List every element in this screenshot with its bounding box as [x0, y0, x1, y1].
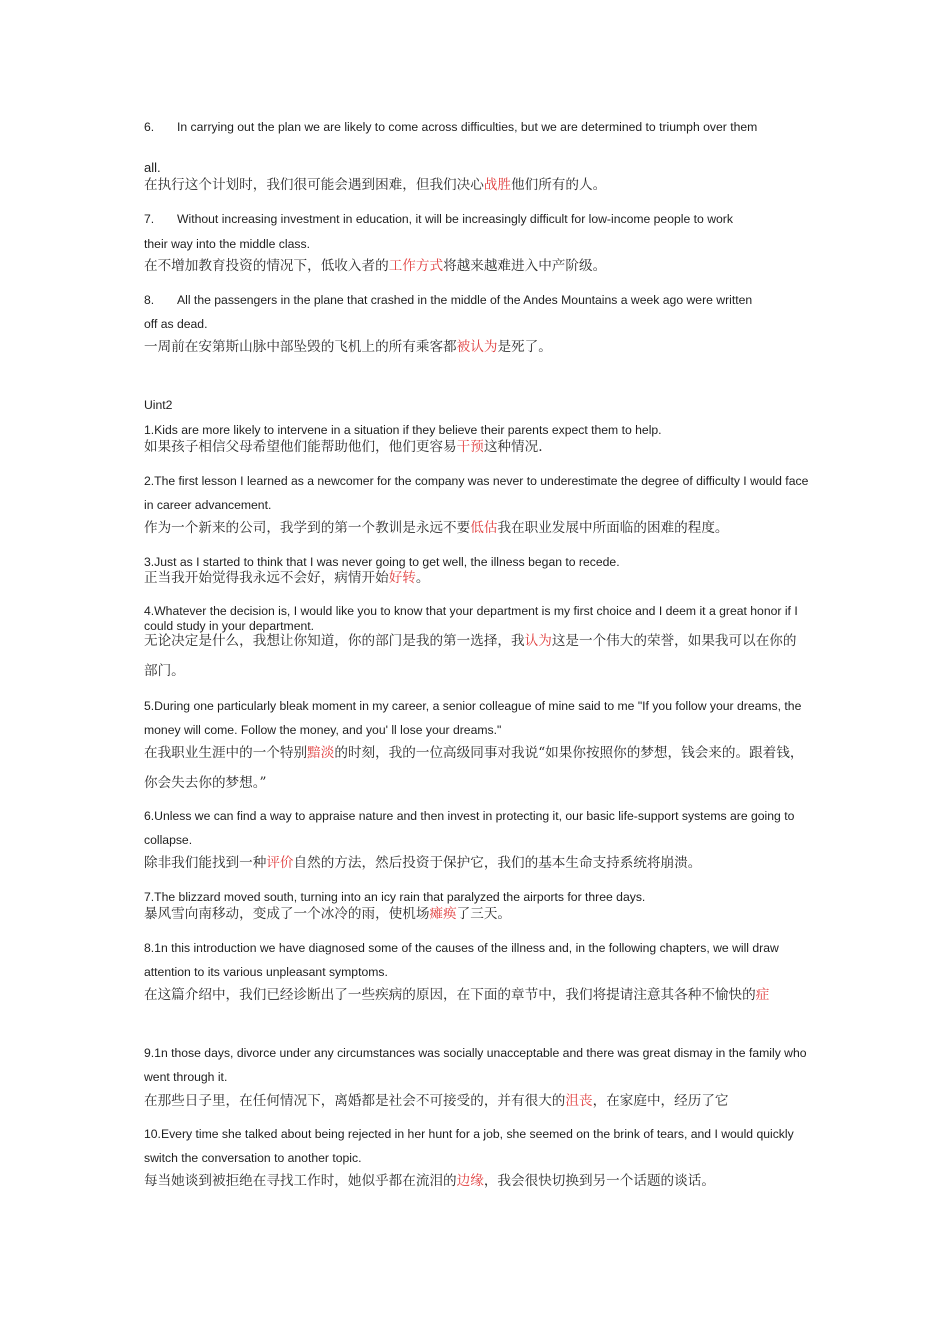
sentence-zh: 一周前在安第斯山脉中部坠毁的飞机上的所有乘客都被认为是死了。 [144, 339, 552, 355]
sentence-zh: 在这篇介绍中，我们已经诊断出了一些疾病的原因，在下面的章节中，我们将提请注意其各种不愉快的症 [144, 987, 770, 1003]
highlight-word: 症 [755, 987, 770, 1003]
sentence-en: 8. All the passengers in the plane that crashed in the middle of the Andes Mountains a week ago were written [144, 288, 810, 312]
sentence-en [144, 118, 810, 137]
sentence-zh: 暴风雪向南移动，变成了一个冰冷的雨，使机场瘫痪了三天。 [144, 906, 512, 922]
highlight-word: 战胜 [483, 177, 512, 193]
sentence-zh: 除非我们能找到一种评价自然的方法，然后投资于保护它，我们的基本生命支持系统将崩溃。 [144, 855, 702, 871]
sentence-en-text: In carrying out the plan we are likely to come across difficulties, but we are determined to triumph over them [177, 120, 758, 134]
sentence-zh: 在我职业生涯中的一个特别黯淡的时刻，我的一位高级同事对我说“如果你按照你的梦想，钱会来的。跟着钱，你会失去你的梦想。” [144, 745, 804, 791]
highlight-word: 评价 [266, 855, 294, 871]
highlight-word: 被认为 [456, 339, 498, 355]
item-number: 8. [144, 293, 155, 307]
sentence-zh: 在那些日子里，在任何情况下，离婚都是社会不可接受的，并有很大的沮丧，在家庭中，经历了它 [144, 1093, 729, 1109]
highlight-word: 认为 [524, 633, 552, 649]
sentence-en: 10.Every time she talked about being rejected in her hunt for a job, she seemed on the brink of tears, and I would quickly switch the conversation to another topic. [144, 1127, 794, 1165]
sentence-zh: 如果孩子相信父母希望他们能帮助他们，他们更容易干预这种情况. [144, 439, 543, 455]
sentence-en: 1.Kids are more likely to intervene in a situation if they believe their parents expect them to help. [144, 423, 662, 437]
sentence-en-continuation: off as dead. [144, 317, 208, 331]
highlight-word: 黯淡 [307, 745, 335, 761]
sentence-zh: 在执行这个计划时，我们很可能会遇到困难，但我们决心战胜他们所有的人。 [144, 177, 607, 193]
section-heading: Uint2 [144, 398, 173, 412]
sentence-en: 8.1n this introduction we have diagnosed some of the causes of the illness and, in the following chapters, we will draw attention to its various unpleasant symptoms. [144, 941, 779, 979]
highlight-word: 好转 [388, 570, 416, 586]
highlight-word: 沮丧 [565, 1093, 593, 1109]
highlight-word: 边缘 [456, 1173, 484, 1189]
sentence-zh: 每当她谈到被拒绝在寻找工作时，她似乎都在流泪的边缘，我会很快切换到另一个话题的谈话。 [144, 1173, 715, 1189]
sentence-en: 2.The first lesson I learned as a newcomer for the company was never to underestimate the degree of difficulty I would face in career advancement. [144, 474, 809, 512]
sentence-en: 5.During one particularly bleak moment in my career, a senior colleague of mine said to me "If you follow your dreams, the money will come. Follow the money, and you' ll lose your dreams." [144, 699, 802, 737]
item-number: 7. [144, 212, 155, 226]
highlight-word: 瘫痪 [429, 906, 457, 922]
sentence-en: 6.Unless we can find a way to appraise nature and then invest in protecting it, our basic life-support systems are going to collapse. [144, 809, 795, 847]
highlight-word: 工作方式 [388, 258, 444, 274]
sentence-en-continuation: their way into the middle class. [144, 237, 310, 251]
sentence-zh: 正当我开始觉得我永远不会好，病情开始好转。 [144, 570, 430, 586]
sentence-en-continuation: all. [144, 160, 161, 175]
highlight-word: 干预 [456, 439, 484, 455]
highlight-word: 低估 [470, 520, 498, 536]
item-number: 6. [144, 120, 155, 134]
sentence-zh: 无论决定是什么，我想让你知道，你的部门是我的第一选择，我认为这是一个伟大的荣誉，如果我可以在你的部门。 [144, 633, 797, 679]
sentence-en: 9.1n those days, divorce under any circumstances was socially unacceptable and there was great dismay in the family who went through it. [144, 1046, 807, 1084]
sentence-en: 7. Without increasing investment in education, it will be increasingly difficult for low-income people to work [144, 207, 810, 231]
sentence-en: 7.The blizzard moved south, turning into an icy rain that paralyzed the airports for three days. [144, 890, 646, 904]
sentence-zh: 作为一个新来的公司，我学到的第一个教训是永远不要低估我在职业发展中所面临的困难的程度。 [144, 520, 729, 536]
sentence-en: 3.Just as I started to think that I was never going to get well, the illness began to recede. [144, 555, 620, 569]
sentence-en: 4.Whatever the decision is, I would like you to know that your department is my first choice and I deem it a great honor if I could study in your department. [144, 604, 798, 633]
sentence-zh: 在不增加教育投资的情况下，低收入者的工作方式将越来越难进入中产阶级。 [144, 258, 607, 274]
